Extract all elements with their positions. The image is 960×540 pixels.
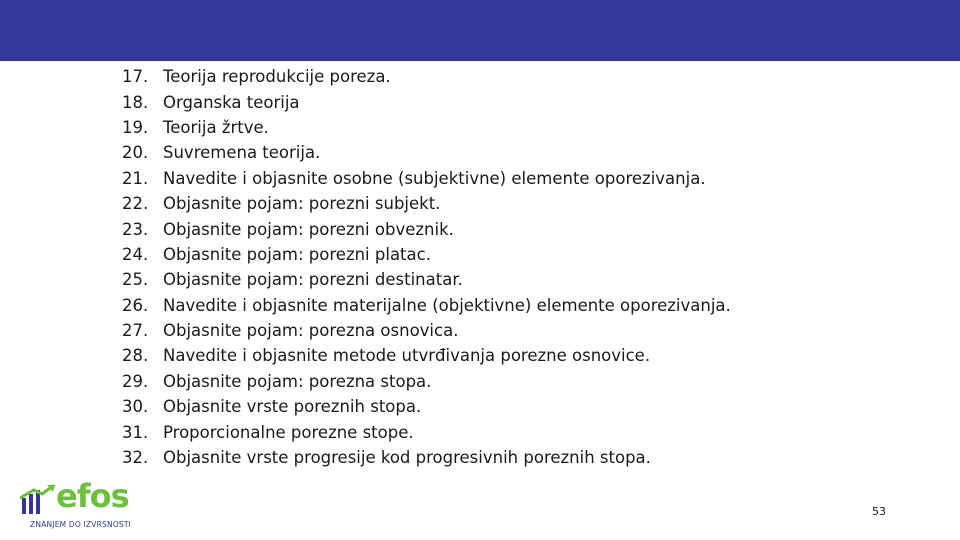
question-list xyxy=(122,64,731,470)
logo-tagline: ZNANJEM DO IZVRSNOSTI xyxy=(30,520,132,529)
question-number: 18. xyxy=(122,92,149,112)
question-text: Objasnite pojam: porezni destinatar. xyxy=(163,270,463,290)
question-text: Teorija žrtve. xyxy=(163,117,269,137)
question-number: 32. xyxy=(122,448,149,468)
logo-wordmark: efos xyxy=(56,477,129,515)
question-item xyxy=(122,293,731,318)
bar-chart-arrow-icon xyxy=(20,484,56,516)
question-item xyxy=(122,267,731,292)
question-number: 30. xyxy=(122,397,149,417)
question-item xyxy=(122,343,731,368)
question-number: 19. xyxy=(122,117,149,137)
question-text: Proporcionalne porezne stope. xyxy=(163,422,414,442)
header-bar xyxy=(0,0,960,61)
question-number: 23. xyxy=(122,219,149,239)
question-item xyxy=(122,318,731,343)
question-text: Organska teorija xyxy=(163,92,300,112)
question-number: 21. xyxy=(122,168,149,188)
question-number: 22. xyxy=(122,194,149,214)
question-text: Objasnite pojam: porezna stopa. xyxy=(163,371,432,391)
question-text: Objasnite vrste poreznih stopa. xyxy=(163,397,422,417)
question-item xyxy=(122,89,731,114)
question-number: 26. xyxy=(122,295,149,315)
question-item xyxy=(122,445,731,470)
question-number: 17. xyxy=(122,67,149,87)
question-item xyxy=(122,369,731,394)
question-text: Navedite i objasnite osobne (subjektivne) elemente oporezivanja. xyxy=(163,168,706,188)
question-item xyxy=(122,166,731,191)
question-item xyxy=(122,419,731,444)
question-item xyxy=(122,115,731,140)
question-text: Teorija reprodukcije poreza. xyxy=(163,67,391,87)
efos-logo xyxy=(20,477,150,532)
question-text: Objasnite pojam: porezni subjekt. xyxy=(163,194,441,214)
question-item xyxy=(122,216,731,241)
question-text: Suvremena teorija. xyxy=(163,143,321,163)
question-text: Objasnite pojam: porezni platac. xyxy=(163,244,431,264)
question-number: 25. xyxy=(122,270,149,290)
question-number: 24. xyxy=(122,244,149,264)
page-number: 53 xyxy=(872,505,886,518)
question-item xyxy=(122,191,731,216)
question-item xyxy=(122,394,731,419)
question-number: 28. xyxy=(122,346,149,366)
question-number: 27. xyxy=(122,321,149,341)
question-text: Navedite i objasnite materijalne (objektivne) elemente oporezivanja. xyxy=(163,295,731,315)
question-number: 29. xyxy=(122,371,149,391)
question-text: Objasnite pojam: porezni obveznik. xyxy=(163,219,454,239)
question-item xyxy=(122,64,731,89)
question-text: Navedite i objasnite metode utvrđivanja porezne osnovice. xyxy=(163,346,651,366)
question-number: 20. xyxy=(122,143,149,163)
question-text: Objasnite vrste progresije kod progresivnih poreznih stopa. xyxy=(163,448,651,468)
question-text: Objasnite pojam: porezna osnovica. xyxy=(163,321,459,341)
question-number: 31. xyxy=(122,422,149,442)
question-item xyxy=(122,140,731,165)
question-item xyxy=(122,242,731,267)
